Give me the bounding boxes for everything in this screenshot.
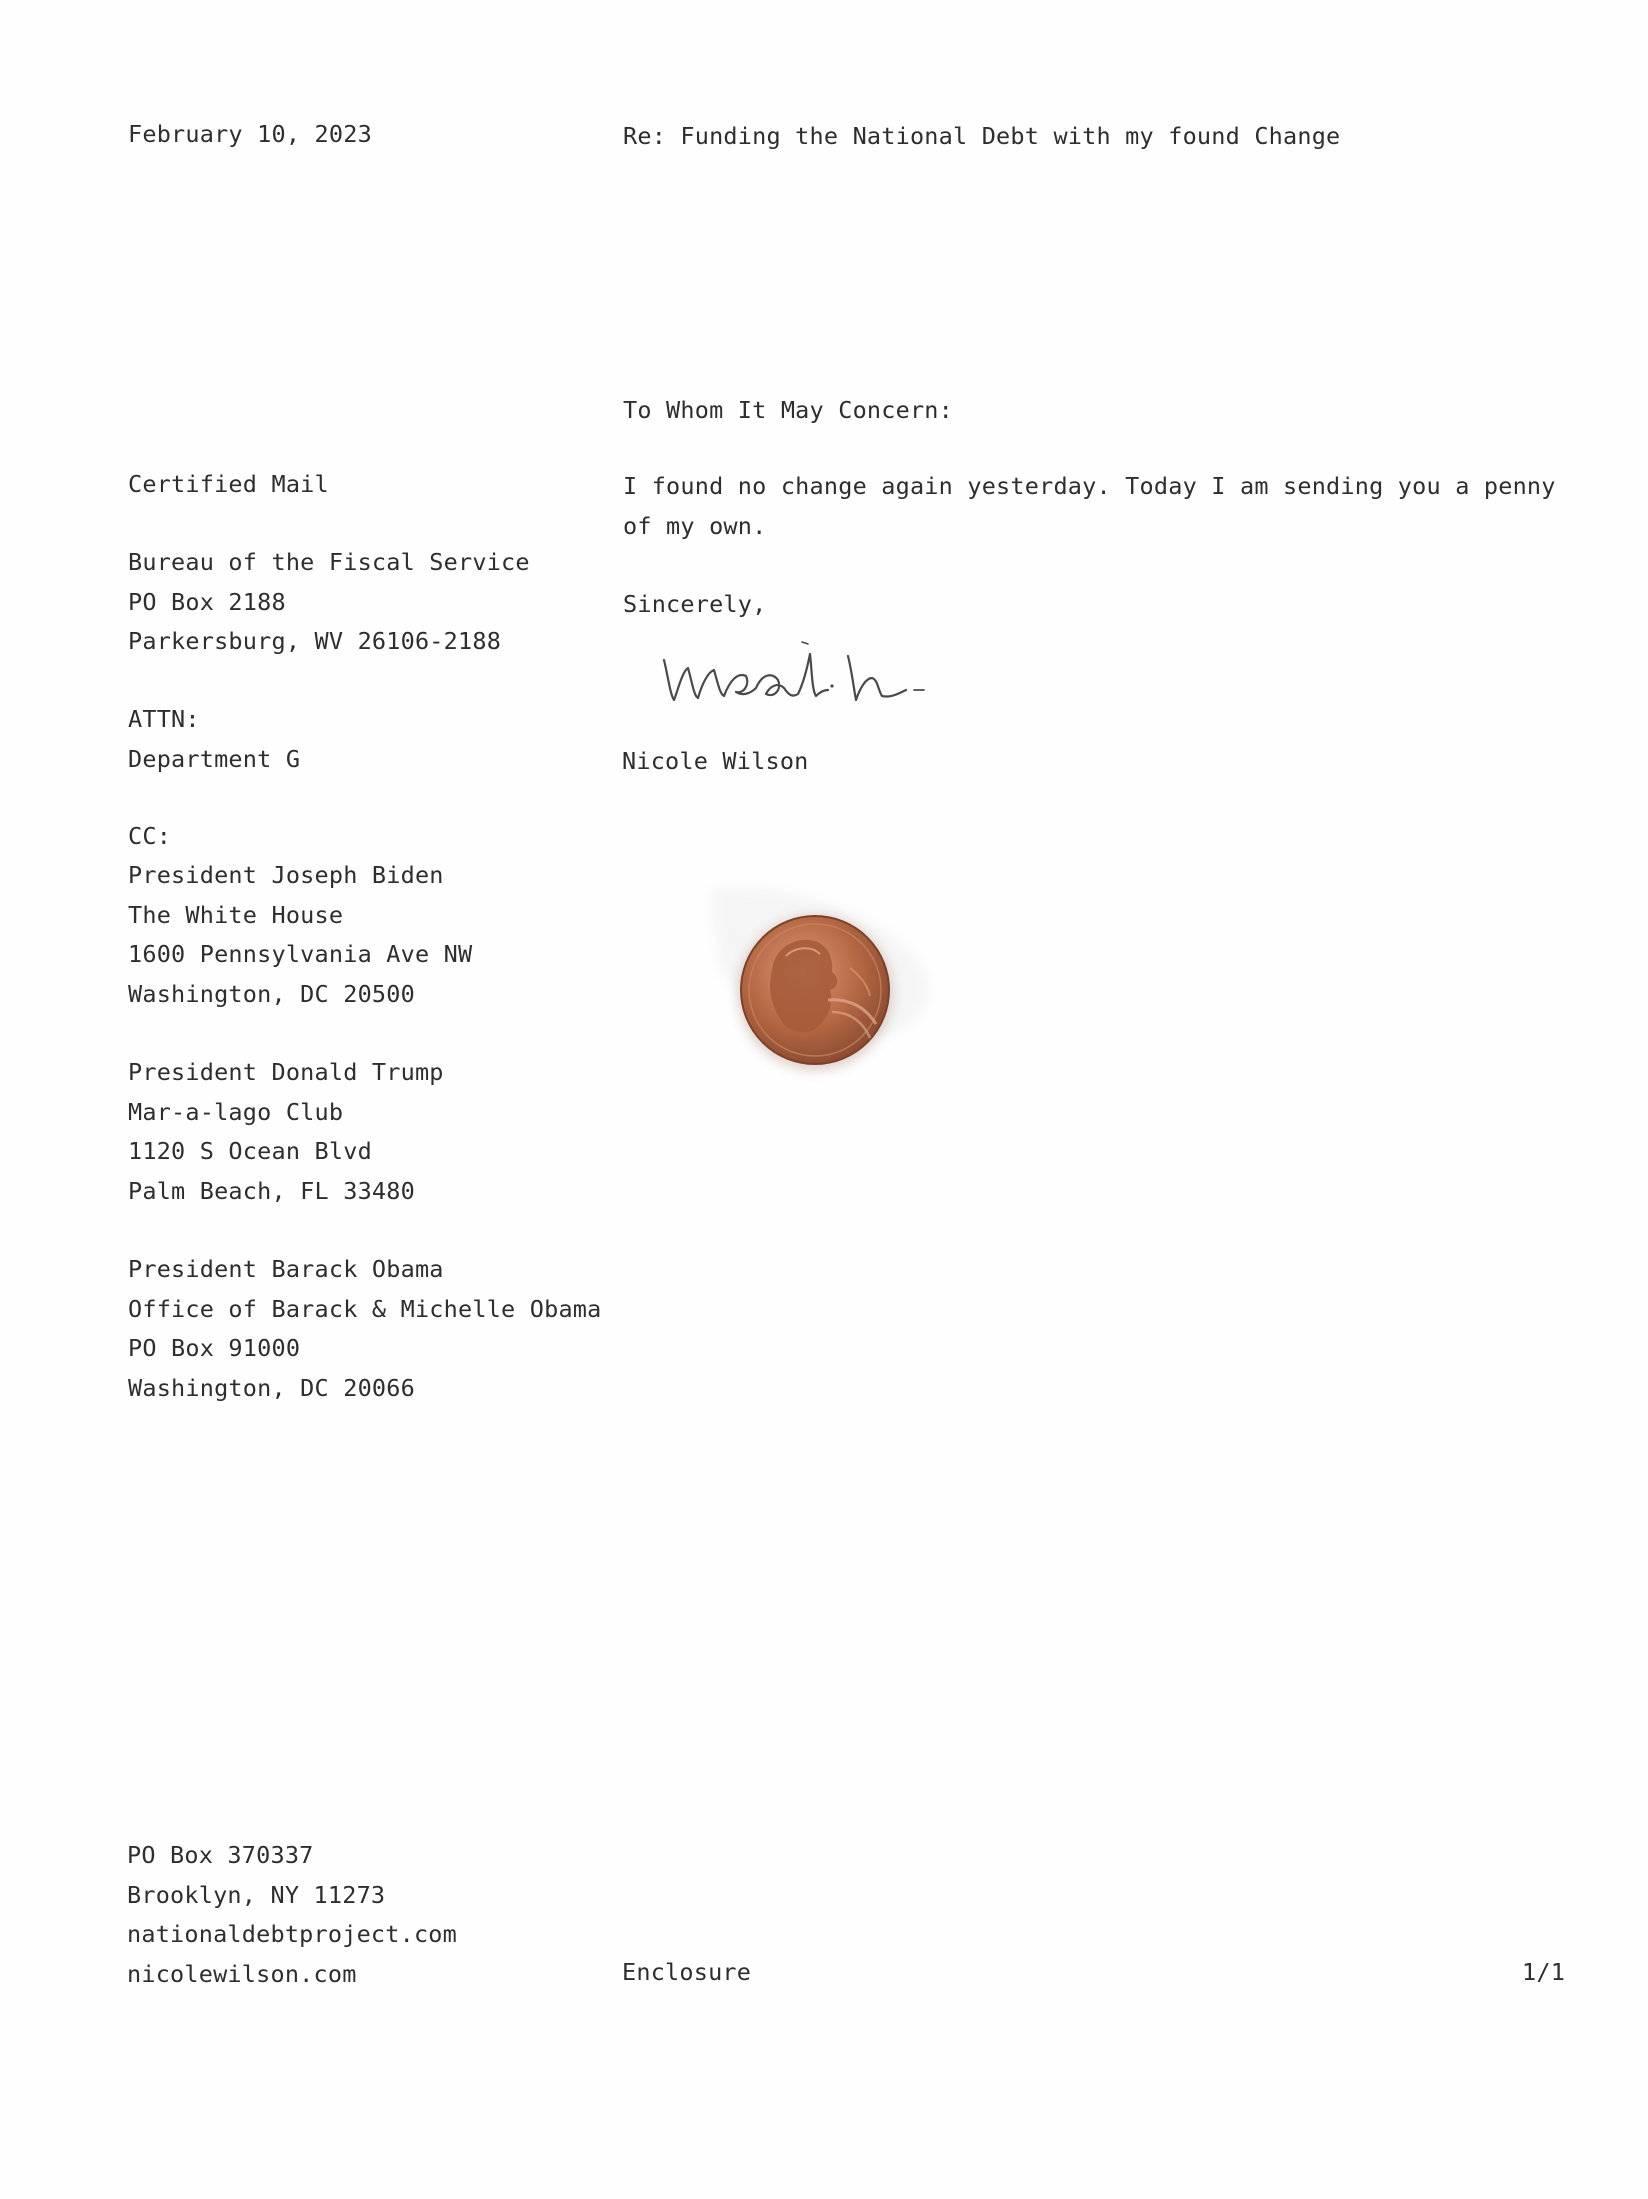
signature-image <box>652 632 982 722</box>
address-line: President Barack Obama <box>128 1255 444 1283</box>
footer-line: PO Box 370337 <box>127 1841 314 1869</box>
delivery-method: Certified Mail <box>128 470 329 498</box>
enclosure-label: Enclosure <box>622 1958 752 1986</box>
letter-body <box>623 467 1556 546</box>
address-line: Office of Barack & Michelle Obama <box>128 1294 602 1323</box>
address-line: 1600 Pennsylvania Ave NW <box>128 940 473 968</box>
address-line: Palm Beach, FL 33480 <box>128 1176 415 1205</box>
cc-recipient-obama <box>128 1250 602 1408</box>
cc-recipient-trump <box>128 1053 444 1211</box>
address-line: Parkersburg, WV 26106-2188 <box>128 627 502 655</box>
primary-recipient-address <box>128 543 530 662</box>
attention-block <box>128 700 300 779</box>
footer-line: Brooklyn, NY 11273 <box>127 1880 386 1909</box>
address-line: 1120 S Ocean Blvd <box>128 1137 372 1165</box>
body-line: of my own. <box>623 511 767 540</box>
address-line: President Donald Trump <box>128 1058 444 1086</box>
closing: Sincerely, <box>623 590 767 618</box>
address-line: PO Box 91000 <box>128 1334 301 1362</box>
attn-label: ATTN: <box>128 705 200 733</box>
address-line: Bureau of the Fiscal Service <box>128 548 530 576</box>
letter-subject: Re: Funding the National Debt with my found Change <box>623 122 1341 150</box>
page-number: 1/1 <box>1522 1958 1566 1986</box>
address-line: Washington, DC 20066 <box>128 1373 415 1402</box>
footer-website: nationaldebtproject.com <box>127 1920 458 1948</box>
letter-date: February 10, 2023 <box>128 120 372 148</box>
attn-department: Department G <box>128 744 301 773</box>
salutation: To Whom It May Concern: <box>623 396 954 424</box>
cc-label: CC: <box>128 822 172 850</box>
sender-footer <box>127 1836 457 1994</box>
address-line: The White House <box>128 900 344 929</box>
body-line: I found no change again yesterday. Today I am sending you a penny <box>623 472 1556 500</box>
address-line: Mar-a-lago Club <box>128 1097 344 1126</box>
address-line: PO Box 2188 <box>128 587 286 616</box>
cc-recipient-biden <box>128 856 472 1014</box>
address-line: Washington, DC 20500 <box>128 979 415 1008</box>
penny-image <box>700 880 950 1100</box>
signer-name: Nicole Wilson <box>622 747 809 775</box>
address-line: President Joseph Biden <box>128 861 444 889</box>
footer-website: nicolewilson.com <box>127 1959 357 1988</box>
